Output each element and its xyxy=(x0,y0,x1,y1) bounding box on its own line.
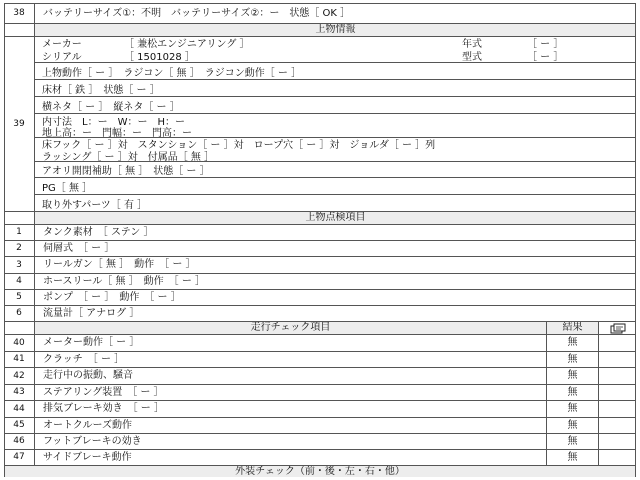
inspection-row xyxy=(4,256,636,273)
row-number: 2 xyxy=(16,243,22,253)
row-number: 42 xyxy=(13,370,25,381)
inspection-header-row xyxy=(4,211,636,224)
inspection-item: 伺層式 ［ ー ］ xyxy=(34,241,636,256)
driving-item: メーター動作［ ー ］ xyxy=(34,335,546,351)
result-header: 結果 xyxy=(546,322,598,334)
operation-line: 上物動作［ ー ］ ラジコン［ 無 ］ ラジコン動作［ ー ］ xyxy=(34,62,636,79)
inspection-item: リールガン［ 無 ］ 動作 ［ ー ］ xyxy=(34,257,636,273)
inspection-row xyxy=(4,289,636,305)
driving-item: フットブレーキの効き xyxy=(34,434,546,449)
driving-row xyxy=(4,351,636,367)
year-value: ［ ー ］ xyxy=(527,39,564,49)
driving-row xyxy=(4,367,636,384)
driving-item: 走行中の振動、騒音 xyxy=(34,368,546,384)
row-number: 6 xyxy=(16,308,22,318)
section-header: 上物点検項目 xyxy=(34,212,636,224)
inspection-item: 流量計［ アナログ ］ xyxy=(34,306,636,321)
row-number: 1 xyxy=(16,227,22,237)
ground-height-line: 地上高：ー 門幅：ー 門高：ー xyxy=(42,128,192,137)
row-number: 3 xyxy=(16,259,22,270)
driving-row xyxy=(4,449,636,465)
row-number: 38 xyxy=(13,8,25,18)
edit-icon[interactable] xyxy=(598,322,636,334)
driving-row xyxy=(4,384,636,400)
driving-item: 排気ブレーキ効き ［ ー ］ xyxy=(34,401,546,417)
result-value: 無 xyxy=(546,385,598,400)
note-cell xyxy=(598,418,636,433)
section-header: 上物情報 xyxy=(34,24,636,36)
maker-line xyxy=(34,36,636,49)
driving-item: サイドブレーキ動作 xyxy=(34,450,546,465)
result-value: 無 xyxy=(546,401,598,417)
result-value: 無 xyxy=(546,335,598,351)
lashing-line: ラッシング［ ー ］対 付属品［ 無 ］ xyxy=(42,151,215,161)
driving-row xyxy=(4,400,636,417)
note-cell xyxy=(598,434,636,449)
note-cell xyxy=(598,385,636,400)
note-cell xyxy=(598,368,636,384)
inspection-row xyxy=(4,240,636,256)
maker-value: ［ 兼松エンジニアリング ］ xyxy=(124,39,250,49)
model-label: 型式 xyxy=(462,52,482,62)
maker-label: メーカー xyxy=(42,39,82,49)
battery-row xyxy=(4,3,636,23)
note-cell xyxy=(598,401,636,417)
driving-item: クラッチ ［ ー ］ xyxy=(34,352,546,367)
row-number: 5 xyxy=(16,292,22,302)
inspection-sheet xyxy=(4,3,636,477)
serial-value: ［ 1501028 ］ xyxy=(124,52,195,62)
result-value: 無 xyxy=(546,418,598,433)
inspection-row xyxy=(4,273,636,289)
note-cell xyxy=(598,352,636,367)
driving-row xyxy=(4,334,636,351)
aori-line: アオリ開閉補助［ 無 ］ 状態［ ー ］ xyxy=(34,161,636,177)
row-number: 41 xyxy=(13,354,25,364)
result-value: 無 xyxy=(546,434,598,449)
inspection-row xyxy=(4,224,636,240)
note-cell xyxy=(598,335,636,351)
result-value: 無 xyxy=(546,352,598,367)
serial-line xyxy=(34,49,636,62)
row-number: 43 xyxy=(13,387,25,397)
section-header: 外装チェック（前・後・左・右・他） xyxy=(4,466,636,477)
inspection-item: ホースリール［ 無 ］ 動作 ［ ー ］ xyxy=(34,274,636,289)
driving-item: ステアリング装置 ［ ー ］ xyxy=(34,385,546,400)
battery-size-text: バッテリーサイズ①：不明 バッテリーサイズ②：ー 状態［ OK ］ xyxy=(34,4,636,23)
model-value: ［ ー ］ xyxy=(527,52,564,62)
driving-row xyxy=(4,433,636,449)
row-number: 46 xyxy=(13,436,25,446)
inner-dims-line: 内寸法 L：ー W：ー H：ー xyxy=(34,113,636,126)
year-label: 年式 xyxy=(462,39,482,49)
row-number: 47 xyxy=(13,452,25,462)
driving-row xyxy=(4,417,636,433)
inspection-row xyxy=(4,305,636,321)
inspection-item: タンク素材 ［ ステン ］ xyxy=(34,225,636,240)
hooks-line: 床フック［ ー ］対 スタンション［ ー ］対 ロープ穴［ ー ］対 ジョルダ［ ー ］列 xyxy=(34,137,636,149)
serial-label: シリアル xyxy=(42,52,82,62)
equipment-info-header xyxy=(4,23,636,36)
stays-line: 横ネタ［ ー ］ 縦ネタ［ ー ］ xyxy=(34,96,636,113)
result-value: 無 xyxy=(546,450,598,465)
floor-line: 床材［ 鉄 ］ 状態［ ー ］ xyxy=(34,79,636,96)
note-cell xyxy=(598,450,636,465)
exterior-header-row xyxy=(4,465,636,477)
inspection-item: ポンプ ［ ー ］ 動作 ［ ー ］ xyxy=(34,290,636,305)
driving-header-row xyxy=(4,321,636,334)
removable-parts-line: 取り外すパーツ［ 有 ］ xyxy=(34,194,636,211)
row-number: 39 xyxy=(13,119,25,129)
row-number: 40 xyxy=(13,337,25,348)
pg-line: PG［ 無 ］ xyxy=(34,177,636,194)
section-header: 走行チェック項目 xyxy=(34,322,546,334)
row-number: 45 xyxy=(13,420,25,430)
row-number: 44 xyxy=(13,403,25,414)
result-value: 無 xyxy=(546,368,598,384)
driving-item: オートクルーズ動作 xyxy=(34,418,546,433)
row-number: 4 xyxy=(16,276,22,286)
